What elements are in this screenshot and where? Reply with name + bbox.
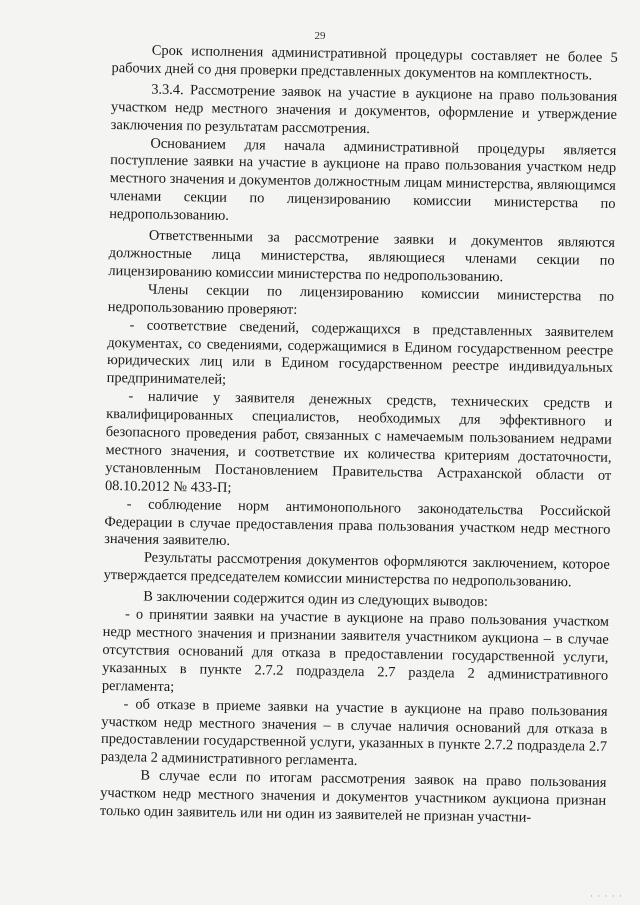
scan-bleed-through: · · · · ·: [590, 891, 623, 901]
paragraph-checks-intro: Члены секции по лицензированию комиссии министерства по недропользованию проверяют:: [107, 281, 615, 318]
paragraph-deadline: Срок исполнения административной процедуры составляет не более 5 рабочих дней со дня проверки представленных документов на комплектность.: [111, 42, 618, 84]
page-number: 29: [314, 30, 326, 42]
list-item-registry-check: - соответствие сведений, содержащихся в представленных заявителем документах, со сведениями, содержащимися в Едином государственном реестре юридических лиц или в Едином государственном реестре индивидуальных предпринимателей;: [106, 316, 614, 389]
paragraph-results: Результаты рассмотрения документов оформляются заключением, которое утверждается председателем комиссии министерства по недропользованию.: [103, 549, 610, 591]
paragraph-responsible: Ответственными за рассмотрение заявки и документов являются должностные лица министерства, являющиеся членами секции по лицензированию комиссии министерства по недропользованию.: [108, 227, 616, 286]
paragraph-single-applicant: В случае если по итогам рассмотрения заявок на право пользования участком недр местного значения и документов участником аукциона признан только один заявитель или ни один из заявителей не признан участни-: [99, 767, 607, 826]
paragraph-section-heading: 3.3.4. Рассмотрение заявок на участие в аукционе на право пользования участком недр местного значения и документов, оформление и утверждение заключения по результатам рассмотрения.: [110, 81, 618, 137]
document-body: [100, 42, 618, 829]
paragraph-conclusions-intro: В заключении содержится один из следующих выводов:: [143, 588, 489, 611]
paragraph-basis: Основанием для начала административной процедуры является поступление заявки на участие в аукционе на право пользования участком недр местного значения и документов должностным лицам министерства, являющимся членами секции по лицензированию комиссии министерства по недропользованию.: [109, 135, 617, 225]
list-item-rejection: - об отказе в приеме заявки на участие в аукционе на право пользования участком недр местного значения – в случае наличия оснований для отказа в предоставлении государственной услуги, указанных в пункте 2.7.2 подраздела 2.7 раздела 2 административного регламента.: [100, 695, 608, 770]
list-item-resources-check: - наличие у заявителя денежных средств, технических средств и квалифицированных специалистов, необходимых для эффективного и безопасного проведения работ, связанных с намечаемым пользованием недрами местного значения, и соответствие их количества критериям достаточности, установленным Постановлением Правительства Астраханской области от 08.10.2012 № 433-П;: [104, 388, 613, 496]
list-item-antimonopoly-check: - соблюдение норм антимонопольного законодательства Российской Федерации в случае предоставления права пользования участком недр местного значения заявителю.: [104, 495, 611, 550]
list-item-acceptance: - о принятии заявки на участие в аукционе на право пользования участком недр местного значения и признании заявителя участником аукциона – в случае отсутствия оснований для отказа в предоставлении государственной услуги, указанных в пункте 2.7.2 подраздела 2.7 раздела 2 административного регламента;: [101, 606, 610, 695]
